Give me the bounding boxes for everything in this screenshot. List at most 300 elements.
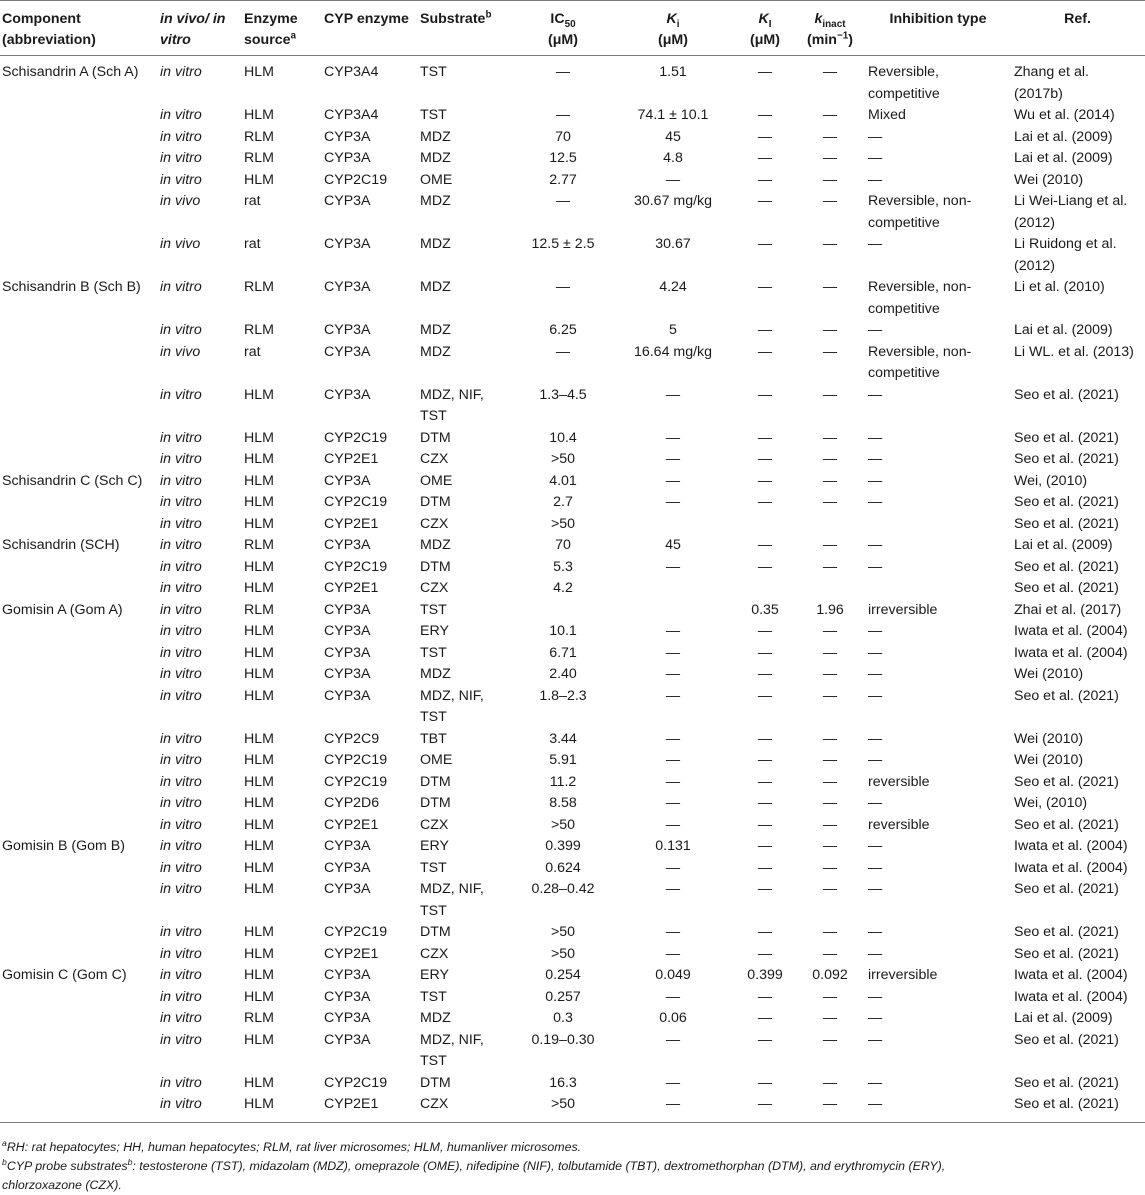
ref-cell: Iwata et al. (2004) bbox=[1014, 838, 1128, 854]
invivo-cell: in vitro bbox=[160, 107, 202, 123]
inhibition-type-cell: — bbox=[868, 150, 883, 166]
ref-cell: Li et al. (2010) bbox=[1014, 279, 1105, 295]
table-row bbox=[0, 191, 1145, 234]
component-cell bbox=[0, 449, 158, 471]
component-cell bbox=[0, 385, 158, 428]
kinact-cell: — bbox=[822, 644, 838, 661]
kI-cell: — bbox=[757, 279, 773, 295]
kI-cell bbox=[736, 514, 796, 536]
cyp-cell: CYP3A bbox=[324, 988, 371, 1005]
kinact-cell: — bbox=[822, 279, 838, 295]
enzyme-source-cell: HLM bbox=[244, 773, 274, 790]
enzyme-source-cell: RLM bbox=[244, 1010, 274, 1026]
ki-cell: — bbox=[665, 816, 681, 833]
invivo-cell: in vitro bbox=[160, 128, 202, 145]
substrate-cell: MDZ, NIF, TST bbox=[420, 687, 484, 725]
kI-cell: — bbox=[757, 1074, 773, 1091]
substrate-cell: MDZ bbox=[420, 193, 451, 209]
kinact-cell bbox=[796, 578, 866, 600]
component-cell: Schisandrin (SCH) bbox=[2, 537, 120, 553]
inhibition-type-cell: — bbox=[868, 924, 883, 940]
invivo-cell: in vitro bbox=[160, 623, 202, 639]
ic50-cell: — bbox=[555, 343, 571, 360]
kinact-cell: — bbox=[822, 666, 838, 682]
invivo-cell: in vitro bbox=[160, 451, 202, 467]
col-kinact: $k_{inact}$ $(\min^{-1})$ bbox=[807, 11, 853, 48]
invivo-cell: in vitro bbox=[160, 64, 202, 80]
cyp-cell: CYP3A bbox=[324, 322, 371, 338]
cyp-cell: CYP2E1 bbox=[324, 451, 379, 467]
enzyme-source-cell: HLM bbox=[244, 451, 274, 467]
invivo-cell: in vitro bbox=[160, 1074, 202, 1091]
table-row bbox=[0, 1030, 1145, 1073]
kI-cell: — bbox=[757, 150, 773, 166]
substrate-cell: CZX bbox=[420, 580, 449, 596]
component-cell bbox=[0, 858, 158, 880]
cyp-cell: CYP3A bbox=[324, 1031, 371, 1048]
kinact-cell: — bbox=[822, 558, 838, 575]
invivo-cell: in vivo bbox=[160, 193, 201, 209]
enzyme-source-cell: HLM bbox=[244, 795, 274, 811]
table-row bbox=[0, 535, 1145, 557]
kI-cell: — bbox=[757, 472, 773, 489]
ic50-cell: 3.44 bbox=[549, 730, 577, 747]
kinact-cell: — bbox=[822, 945, 838, 962]
enzyme-source-cell: HLM bbox=[244, 558, 274, 575]
inhibition-type-cell: Reversible, competitive bbox=[868, 64, 940, 102]
cyp-cell: CYP2C19 bbox=[324, 752, 388, 768]
ref-cell: Seo et al. (2021) bbox=[1014, 816, 1119, 833]
inhibition-type-cell: — bbox=[868, 322, 883, 338]
table-row bbox=[0, 836, 1145, 858]
component-cell: Gomisin A (Gom A) bbox=[2, 601, 123, 618]
ref-cell: Lai et al. (2009) bbox=[1014, 128, 1113, 145]
cyp-cell: CYP2E1 bbox=[324, 515, 379, 532]
invivo-cell: in vitro bbox=[160, 687, 202, 704]
ic50-cell: 8.58 bbox=[549, 795, 577, 811]
enzyme-source-cell: HLM bbox=[244, 1074, 274, 1091]
ic50-cell: 5.91 bbox=[549, 752, 577, 768]
ic50-cell: 0.3 bbox=[553, 1010, 573, 1026]
cyp-cell: CYP2D6 bbox=[324, 795, 380, 811]
table-row bbox=[0, 879, 1145, 922]
ref-cell: Seo et al. (2021) bbox=[1014, 924, 1119, 940]
ref-cell: Iwata et al. (2004) bbox=[1014, 623, 1128, 639]
ki-cell: — bbox=[665, 666, 681, 682]
component-cell bbox=[0, 815, 158, 837]
ref-cell: Lai et al. (2009) bbox=[1014, 322, 1113, 338]
table-row bbox=[0, 643, 1145, 665]
invivo-cell: in vitro bbox=[160, 515, 202, 532]
invivo-cell: in vitro bbox=[160, 859, 202, 876]
ki-cell: — bbox=[665, 494, 681, 510]
substrate-cell: CZX bbox=[420, 451, 449, 467]
invivo-cell: in vitro bbox=[160, 816, 202, 833]
enzyme-source-cell: HLM bbox=[244, 816, 274, 833]
component-cell bbox=[0, 514, 158, 536]
kinact-cell: — bbox=[822, 107, 838, 123]
inhibition-type-cell: — bbox=[868, 1010, 883, 1026]
cyp-cell: CYP3A bbox=[324, 343, 371, 360]
cyp-cell: CYP2E1 bbox=[324, 1096, 379, 1112]
ic50-cell: 12.5 ± 2.5 bbox=[531, 236, 595, 252]
kI-cell: — bbox=[757, 451, 773, 467]
ic50-cell: 6.71 bbox=[549, 644, 577, 661]
ki-cell: — bbox=[665, 773, 681, 790]
inhibition-type-cell: — bbox=[868, 795, 883, 811]
kinact-cell: — bbox=[822, 623, 838, 639]
kinact-cell: — bbox=[822, 816, 838, 833]
kinact-cell: — bbox=[822, 429, 838, 446]
invivo-cell: in vitro bbox=[160, 601, 202, 618]
invivo-cell: in vitro bbox=[160, 838, 202, 854]
cyp-cell: CYP2C19 bbox=[324, 1074, 388, 1091]
ki-cell: 74.1 ± 10.1 bbox=[637, 107, 709, 123]
table-row bbox=[0, 557, 1145, 579]
invivo-cell: in vitro bbox=[160, 558, 202, 575]
kI-cell: — bbox=[757, 687, 773, 704]
inhibition-type-cell: — bbox=[868, 666, 883, 682]
kI-cell: — bbox=[757, 838, 773, 854]
substrate-cell: ERY bbox=[420, 838, 449, 854]
kinact-cell: — bbox=[822, 494, 838, 510]
inhibition-type-cell: — bbox=[868, 537, 883, 553]
inhibition-type-cell: — bbox=[868, 881, 883, 897]
col-cyp: CYP enzyme bbox=[324, 11, 409, 27]
component-cell bbox=[0, 1094, 158, 1122]
inhibition-type-cell: — bbox=[868, 644, 883, 661]
cyp-cell: CYP3A4 bbox=[324, 64, 379, 80]
cyp-cell: CYP2C9 bbox=[324, 730, 380, 747]
invivo-cell: in vitro bbox=[160, 386, 202, 403]
component-cell bbox=[0, 664, 158, 686]
ref-cell: Seo et al. (2021) bbox=[1014, 687, 1119, 704]
ref-cell: Seo et al. (2021) bbox=[1014, 580, 1119, 596]
invivo-cell: in vitro bbox=[160, 1010, 202, 1026]
substrate-cell: DTM bbox=[420, 558, 451, 575]
table-row bbox=[0, 170, 1145, 192]
ref-cell: Seo et al. (2021) bbox=[1014, 558, 1119, 575]
ref-cell: Seo et al. (2021) bbox=[1014, 945, 1119, 962]
enzyme-source-cell: HLM bbox=[244, 838, 274, 854]
invivo-cell: in vitro bbox=[160, 773, 202, 790]
component-cell bbox=[0, 686, 158, 729]
ki-cell: 0.131 bbox=[655, 838, 691, 854]
table-row bbox=[0, 987, 1145, 1009]
kI-cell: — bbox=[757, 623, 773, 639]
ref-cell: Seo et al. (2021) bbox=[1014, 515, 1119, 532]
kI-cell: — bbox=[757, 64, 773, 80]
ic50-cell: 70 bbox=[555, 128, 571, 145]
component-cell bbox=[0, 772, 158, 794]
component-cell: Schisandrin A (Sch A) bbox=[2, 64, 139, 80]
kinact-cell: — bbox=[822, 150, 838, 166]
invivo-cell: in vitro bbox=[160, 666, 202, 682]
kI-cell: — bbox=[757, 193, 773, 209]
ki-cell bbox=[612, 578, 736, 600]
cyp-cell: CYP3A bbox=[324, 537, 371, 553]
ref-cell: Seo et al. (2021) bbox=[1014, 494, 1119, 510]
ref-cell: Zhang et al. (2017b) bbox=[1014, 64, 1089, 102]
component-cell bbox=[0, 944, 158, 966]
inhibition-type-cell: — bbox=[868, 451, 883, 467]
kI-cell: — bbox=[757, 859, 773, 876]
ref-cell: Wei, (2010) bbox=[1014, 795, 1088, 811]
inhibition-type-cell: Mixed bbox=[868, 107, 906, 123]
col-ki: $K_i$ (μM) bbox=[658, 11, 688, 48]
enzyme-source-cell: HLM bbox=[244, 107, 274, 123]
ref-cell: Seo et al. (2021) bbox=[1014, 1096, 1119, 1112]
component-cell bbox=[0, 879, 158, 922]
kI-cell bbox=[736, 578, 796, 600]
substrate-cell: ERY bbox=[420, 967, 449, 983]
component-cell bbox=[0, 1008, 158, 1030]
ic50-cell: 0.28–0.42 bbox=[531, 881, 595, 897]
ic50-cell: 4.01 bbox=[549, 472, 577, 489]
substrate-cell: CZX bbox=[420, 945, 449, 962]
table-row bbox=[0, 492, 1145, 514]
substrate-cell: OME bbox=[420, 752, 453, 768]
ic50-cell: >50 bbox=[550, 945, 576, 962]
invivo-cell: in vitro bbox=[160, 945, 202, 962]
ki-cell bbox=[612, 600, 736, 622]
component-cell bbox=[0, 643, 158, 665]
enzyme-source-cell: RLM bbox=[244, 279, 274, 295]
enzyme-source-cell: HLM bbox=[244, 644, 274, 661]
invivo-cell: in vitro bbox=[160, 795, 202, 811]
kinact-cell: — bbox=[822, 472, 838, 489]
enzyme-source-cell: HLM bbox=[244, 1031, 274, 1048]
table-row bbox=[0, 471, 1145, 493]
kinact-cell: — bbox=[822, 1096, 838, 1112]
enzyme-source-cell: rat bbox=[244, 343, 261, 360]
cyp-cell: CYP2C19 bbox=[324, 429, 388, 446]
enzyme-source-cell: HLM bbox=[244, 988, 274, 1005]
inhibition-type-cell: — bbox=[868, 1031, 883, 1048]
cyp-cell: CYP3A bbox=[324, 193, 371, 209]
kI-cell: — bbox=[757, 171, 773, 188]
table-row bbox=[0, 1073, 1145, 1095]
ki-cell: — bbox=[665, 623, 681, 639]
kinact-cell: — bbox=[822, 451, 838, 467]
invivo-cell: in vitro bbox=[160, 322, 202, 338]
col-inhibition-type: Inhibition type bbox=[889, 11, 987, 27]
component-cell bbox=[0, 750, 158, 772]
col-enzyme-source: Enzyme source$^a$ bbox=[244, 11, 298, 48]
table-row bbox=[0, 385, 1145, 428]
ki-cell: 16.64 mg/kg bbox=[633, 343, 713, 360]
substrate-cell: DTM bbox=[420, 795, 451, 811]
ki-cell: — bbox=[665, 1031, 681, 1048]
kinact-cell: — bbox=[822, 1074, 838, 1091]
invivo-cell: in vitro bbox=[160, 580, 202, 596]
enzyme-source-cell: HLM bbox=[244, 967, 274, 983]
table-body bbox=[0, 56, 1145, 1123]
kI-cell: — bbox=[757, 494, 773, 510]
component-cell bbox=[0, 922, 158, 944]
cyp-cell: CYP2C19 bbox=[324, 558, 388, 575]
ki-cell: 30.67 mg/kg bbox=[633, 193, 713, 209]
invivo-cell: in vitro bbox=[160, 171, 202, 188]
cyp-cell: CYP3A bbox=[324, 1010, 371, 1026]
kinact-cell: — bbox=[822, 193, 838, 209]
table-row bbox=[0, 793, 1145, 815]
kinact-cell: — bbox=[822, 773, 838, 790]
ref-cell: Wei, (2010) bbox=[1014, 472, 1088, 489]
enzyme-source-cell: HLM bbox=[244, 881, 274, 897]
enzyme-source-cell: HLM bbox=[244, 623, 274, 639]
kinact-cell: — bbox=[822, 128, 838, 145]
ref-cell: Iwata et al. (2004) bbox=[1014, 988, 1128, 1005]
kI-cell: — bbox=[757, 386, 773, 403]
ic50-cell: 1.3–4.5 bbox=[539, 386, 587, 403]
kinact-cell: — bbox=[822, 795, 838, 811]
kinact-cell: 1.96 bbox=[816, 601, 844, 618]
ki-cell: — bbox=[665, 795, 681, 811]
kI-cell: — bbox=[757, 322, 773, 338]
kI-cell: — bbox=[757, 343, 773, 360]
kinact-cell: — bbox=[822, 859, 838, 876]
ki-cell: — bbox=[665, 687, 681, 704]
component-cell bbox=[0, 492, 158, 514]
invivo-cell: in vivo bbox=[160, 343, 201, 360]
table-row bbox=[0, 56, 1145, 106]
ki-cell: — bbox=[665, 386, 681, 403]
cyp-cell: CYP3A bbox=[324, 623, 371, 639]
kI-cell: — bbox=[757, 107, 773, 123]
ref-cell: Seo et al. (2021) bbox=[1014, 429, 1119, 446]
ic50-cell: 0.399 bbox=[545, 838, 581, 854]
inhibition-type-cell: — bbox=[868, 171, 883, 188]
invivo-cell: in vitro bbox=[160, 924, 202, 940]
ic50-cell: >50 bbox=[550, 515, 576, 532]
invivo-cell: in vitro bbox=[160, 494, 202, 510]
table-row bbox=[0, 922, 1145, 944]
inhibition-type-cell: — bbox=[868, 687, 883, 704]
inhibition-type-cell: — bbox=[868, 472, 883, 489]
table-row bbox=[0, 664, 1145, 686]
cyp-cell: CYP2E1 bbox=[324, 945, 379, 962]
cyp-cell: CYP2E1 bbox=[324, 580, 379, 596]
cyp-cell: CYP3A bbox=[324, 279, 371, 295]
kI-cell: — bbox=[757, 666, 773, 682]
component-cell: Schisandrin B (Sch B) bbox=[2, 279, 141, 295]
table-row bbox=[0, 965, 1145, 987]
kI-cell: — bbox=[757, 924, 773, 940]
enzyme-source-cell: rat bbox=[244, 236, 261, 252]
kI-cell: — bbox=[757, 752, 773, 768]
ref-cell: Lai et al. (2009) bbox=[1014, 537, 1113, 553]
ki-cell: — bbox=[665, 1074, 681, 1091]
inhibition-type-cell: irreversible bbox=[868, 601, 938, 618]
kI-cell: — bbox=[757, 795, 773, 811]
ic50-cell: 0.254 bbox=[545, 967, 581, 983]
enzyme-source-cell: HLM bbox=[244, 580, 274, 596]
ki-cell: 5 bbox=[669, 322, 677, 338]
cyp-cell: CYP2C19 bbox=[324, 171, 388, 188]
ki-cell: — bbox=[665, 1096, 681, 1112]
substrate-cell: OME bbox=[420, 171, 453, 188]
table-row bbox=[0, 342, 1145, 385]
enzyme-source-cell: RLM bbox=[244, 128, 274, 145]
component-cell bbox=[0, 578, 158, 600]
table-row bbox=[0, 320, 1145, 342]
component-cell: Gomisin C (Gom C) bbox=[2, 967, 127, 983]
ic50-cell: 2.77 bbox=[549, 171, 577, 188]
enzyme-source-cell: HLM bbox=[244, 472, 274, 489]
cyp-cell: CYP3A bbox=[324, 472, 371, 489]
invivo-cell: in vitro bbox=[160, 429, 202, 446]
kI-cell: — bbox=[757, 644, 773, 661]
kI-cell: — bbox=[757, 773, 773, 790]
col-ic50: $IC_{50}$ (μM) bbox=[548, 11, 578, 48]
component-cell bbox=[0, 105, 158, 127]
inhibition-type-cell: Reversible, non-competitive bbox=[868, 279, 972, 317]
footnotes bbox=[2, 1138, 1142, 1195]
ic50-cell: — bbox=[555, 193, 571, 209]
inhibition-type-cell: — bbox=[868, 838, 883, 854]
inhibition-type-cell: — bbox=[868, 859, 883, 876]
ic50-cell: 10.4 bbox=[549, 429, 577, 446]
ki-cell: — bbox=[665, 472, 681, 489]
ic50-cell: >50 bbox=[550, 816, 576, 833]
ki-cell: 4.8 bbox=[663, 150, 683, 166]
enzyme-source-cell: RLM bbox=[244, 150, 274, 166]
component-cell: Schisandrin C (Sch C) bbox=[2, 472, 143, 489]
inhibition-type-cell: Reversible, non-competitive bbox=[868, 193, 972, 231]
enzyme-source-cell: HLM bbox=[244, 666, 274, 682]
substrate-cell: MDZ, NIF, TST bbox=[420, 386, 484, 424]
ref-cell: Seo et al. (2021) bbox=[1014, 773, 1119, 790]
ki-cell bbox=[612, 514, 736, 536]
substrate-cell: TST bbox=[420, 644, 447, 661]
ref-cell: Seo et al. (2021) bbox=[1014, 1074, 1119, 1091]
ki-cell: — bbox=[665, 171, 681, 188]
kinact-cell: — bbox=[822, 343, 838, 360]
ki-cell: — bbox=[665, 924, 681, 940]
kI-cell: — bbox=[757, 236, 773, 252]
ref-cell: Lai et al. (2009) bbox=[1014, 1010, 1113, 1026]
enzyme-source-cell: RLM bbox=[244, 537, 274, 553]
substrate-cell: ERY bbox=[420, 623, 449, 639]
table-row bbox=[0, 750, 1145, 772]
cyp-cell: CYP3A bbox=[324, 859, 371, 876]
footnote-a: $^a$RH: rat hepatocytes; HH, human hepatocytes; RLM, rat liver microsomes; HLM, humanliver microsomes. bbox=[2, 1137, 582, 1154]
inhibition-type-cell: — bbox=[868, 1096, 883, 1112]
invivo-cell: in vitro bbox=[160, 752, 202, 768]
table-row bbox=[0, 858, 1145, 880]
kinact-cell: — bbox=[822, 730, 838, 747]
component-cell bbox=[0, 1030, 158, 1073]
cyp-cell: CYP3A bbox=[324, 881, 371, 897]
table-row bbox=[0, 621, 1145, 643]
enzyme-source-cell: HLM bbox=[244, 945, 274, 962]
ref-cell: Wei (2010) bbox=[1014, 730, 1084, 747]
ref-cell: Wei (2010) bbox=[1014, 666, 1084, 682]
col-substrate: Substrate$^b$ bbox=[420, 9, 492, 27]
ref-cell: Iwata et al. (2004) bbox=[1014, 967, 1128, 983]
ki-cell: — bbox=[665, 451, 681, 467]
kI-cell: — bbox=[757, 881, 773, 897]
substrate-cell: DTM bbox=[420, 429, 451, 446]
ki-cell: — bbox=[665, 859, 681, 876]
cyp-cell: CYP3A bbox=[324, 644, 371, 661]
ki-cell: — bbox=[665, 752, 681, 768]
ic50-cell: 0.19–0.30 bbox=[531, 1031, 595, 1048]
ic50-cell: 4.2 bbox=[553, 580, 573, 596]
inhibition-type-cell bbox=[866, 514, 1012, 536]
component-cell bbox=[0, 234, 158, 277]
